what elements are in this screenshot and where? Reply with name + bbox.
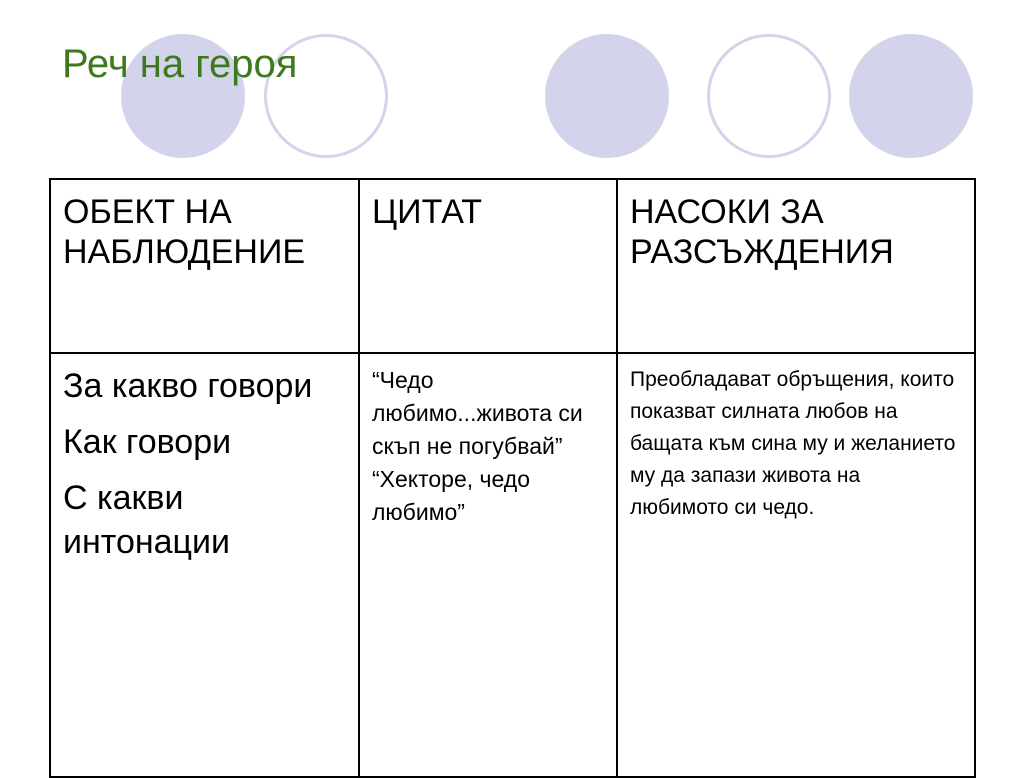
table-row — [50, 353, 975, 777]
table-header-row — [50, 179, 975, 353]
guidance-cell — [617, 353, 975, 777]
decorative-circle-filled — [545, 34, 669, 158]
observation-item: Как говори — [63, 423, 232, 461]
analysis-table — [49, 178, 976, 778]
observation-item: С какви интонации — [63, 479, 231, 561]
guidance-text: Преобладават обръщения, които показват силната любов на бащата към сина му и желанието му да запази живота на любимото си чедо. — [630, 368, 956, 519]
observation-cell — [50, 353, 359, 777]
quote-cell — [359, 353, 617, 777]
decorative-circle-filled — [849, 34, 973, 158]
header-cell-guidance: НАСОКИ ЗА РАЗСЪЖДЕНИЯ — [617, 179, 975, 353]
header-cell-observation: ОБЕКТ НА НАБЛЮДЕНИЕ — [50, 179, 359, 353]
observation-item: За какво говори — [63, 367, 313, 405]
slide-title: Реч на героя — [62, 42, 298, 86]
header-cell-quote: ЦИТАТ — [359, 179, 617, 353]
quote-text: “Чедо любимо...живота си скъп не погубвай” “Хекторе, чедо любимо” — [372, 367, 583, 525]
decorative-circle-outline — [707, 34, 831, 158]
